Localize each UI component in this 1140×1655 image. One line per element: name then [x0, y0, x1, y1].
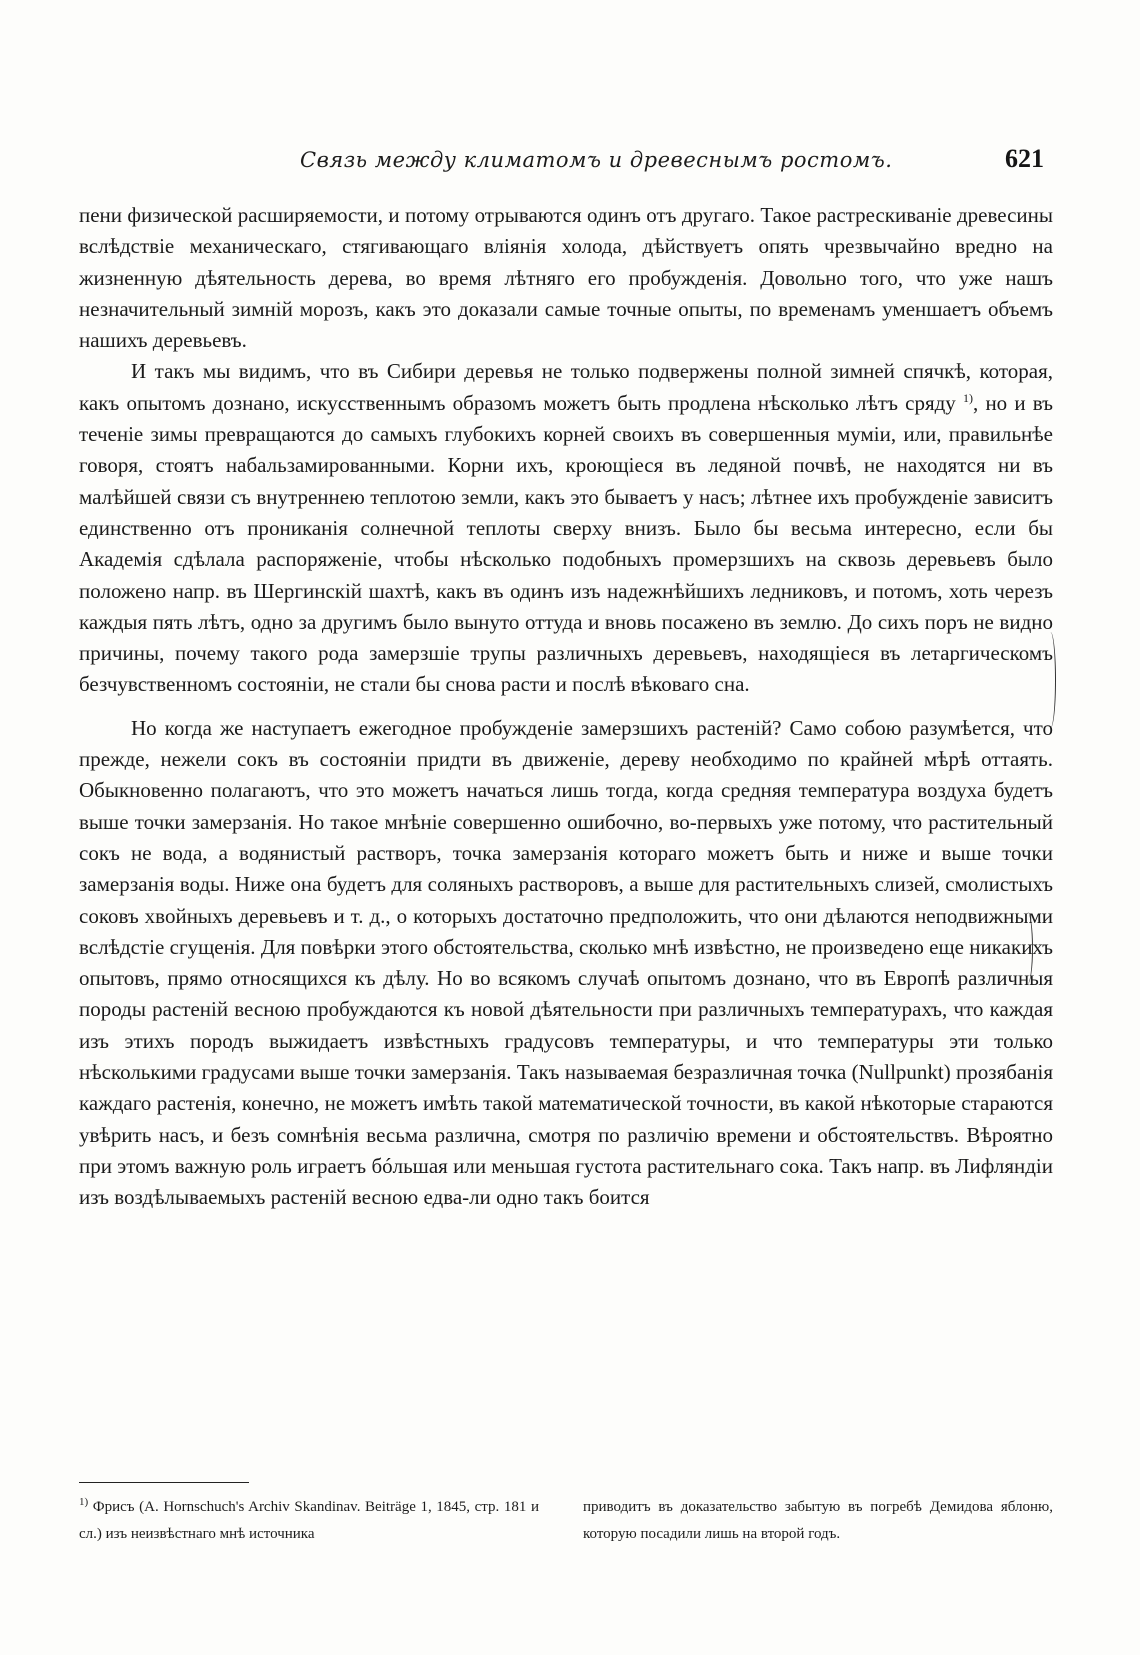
page-number: 621	[1005, 144, 1044, 173]
paragraph-2-part-b: но и въ теченіе зимы превращаются до самыхъ глубокихъ корней своихъ въ совершенныя муміи, или, правильнѣе говоря, стоятъ набальзамированными. Корни ихъ, кроющіеся въ ледяной почвѣ, не находятся ни въ малѣйшей связи съ внутреннею теплотою земли, какъ это бываетъ у насъ; лѣтнее ихъ пробужденіе зависитъ единственно отъ прониканія солнечной теплоты сверху внизъ. Было бы весьма интересно, если бы Академія сдѣлала распоряженіе, чтобы нѣсколько подобныхъ промерзшихъ на сквозь деревьевъ было положено напр. въ Шергинскій шахтѣ, какъ въ одинъ изъ надежнѣйшихъ ледниковъ, и потомъ, хоть черезъ каждыя пять лѣтъ, одно за другимъ было вынуто оттуда и вновь посажено въ землю. До сихъ поръ не видно причины, почему такого рода замерзшіе трупы различныхъ деревьевъ, находящіеся въ летаргическомъ безчувственномъ состояніи, не стали бы снова расти и послѣ вѣковаго сна.	[79, 390, 1054, 697]
body-text	[79, 200, 1053, 1214]
footnote-left-column	[79, 1494, 539, 1548]
footnote-divider	[79, 1482, 249, 1483]
footnotes	[79, 1494, 1053, 1548]
margin-mark	[1022, 912, 1033, 984]
footnote-right-column: приводитъ въ доказательство забытую въ погребѣ Демидова яблоню, которую посадили лишь на второй годъ.	[583, 1499, 1053, 1542]
paragraph-1: пени физической расширяемости, и потому отрываются одинъ отъ другаго. Такое растрескиваніе древесины вслѣдствіе механическаго, стягивающаго вліянія холода, дѣйствуетъ опять чрезвычайно вредно на жизненную дѣятельность дерева, во время лѣтняго его пробужденія. Довольно того, что уже нашъ незначительный зимній морозъ, какъ это доказали самые точные опыты, по временамъ уменшаетъ объемъ нашихъ деревьевъ.	[79, 203, 1053, 353]
footnote-marker: 1)	[79, 1496, 89, 1508]
footnote-left-text: Фрисъ (A. Hornschuch's Archiv Skandinav. Beiträge 1, 1845, стр. 181 и сл.) изъ неизвѣстнаго мнѣ источника	[79, 1499, 539, 1542]
paragraph-3: Но когда же наступаетъ ежегодное пробужденіе замерзшихъ растеній? Само собою разумѣется, что прежде, нежели сокъ въ состояніи придти въ движеніе, дереву необходимо по крайней мѣрѣ оттаять. Обыкновенно полагаютъ, что это можетъ начаться лишь тогда, когда средняя температура воздуха будетъ выше точки замерзанія. Но такое мнѣніе совершенно ошибочно, во-первыхъ уже потому, что растительный сокъ не вода, а водянистый растворъ, точка замерзанія котораго можетъ быть и ниже и выше точки замерзанія воды. Ниже она будетъ для соляныхъ растворовъ, а выше для растительныхъ слизей, смолистыхъ соковъ хвойныхъ деревьевъ и т. д., о которыхъ достаточно предположить, что они дѣлаются неподвижными вслѣдстіе сгущенія. Для повѣрки этого обстоятельства, сколько мнѣ извѣстно, не произведено еще никакихъ опытовъ, прямо относящихся къ дѣлу. Но во всякомъ случаѣ опытомъ дознано, что въ Европѣ различныя породы растеній весною пробуждаются къ новой дѣятельности при различныхъ температурахъ, что каждая изъ этихъ породъ выжидаетъ извѣстныхъ градусовъ температуры, и что температуры эти только нѣсколькими градусами выше точки замерзанія. Такъ называемая безразличная точка (Nullpunkt) прозябанія каждаго растенія, конечно, не можетъ имѣть такой математической точности, въ какой нѣкоторые стараются увѣрить насъ, и безъ сомнѣнія весьма различна, смотря по различію времени и обстоятельствъ. Вѣроятно при этомъ важную роль играетъ бóльшая или меньшая густота растительнаго сока. Такъ напр. въ Лифляндіи изъ воздѣлываемыхъ растеній весною едва-ли одно такъ боится	[79, 715, 1053, 1210]
paragraph-2-part-a: И такъ мы видимъ, что въ Сибири деревья не только подвержены полной зимней спячкѣ, которая, какъ опытомъ дознано, искусственнымъ образомъ можетъ быть продлена нѣсколько лѣтъ сряду	[79, 359, 1053, 415]
footnote-reference[interactable]: 1)	[963, 390, 973, 405]
running-title: Связь между климатомъ и древеснымъ ростомъ.	[300, 148, 893, 172]
paragraph-2: И такъ мы видимъ, что въ Сибири деревья не только подвержены полной зимней спячкѣ, которая, какъ опытомъ дознано, искусственнымъ образомъ можетъ быть продлена нѣсколько лѣтъ сряду $^{1)}$, но и въ теченіе зимы превращаются до самыхъ глубокихъ корней своихъ въ совершенныя муміи, или, правильнѣе говоря, стоятъ набальзамированными. Корни ихъ, кроющіеся въ ледяной почвѣ, не находятся ни въ малѣйшей связи съ внутреннею теплотою земли, какъ это бываетъ у насъ; лѣтнее ихъ пробужденіе зависитъ единственно отъ прониканія солнечной теплоты сверху внизъ. Было бы весьма интересно, если бы Академія сдѣлала распоряженіе, чтобы нѣсколько подобныхъ промерзшихъ на сквозь деревьевъ было положено напр. въ Шергинскій шахтѣ, какъ въ одинъ изъ надежнѣйшихъ ледниковъ, и потомъ, хоть черезъ каждыя пять лѣтъ, одно за другимъ было вынуто оттуда и вновь посажено въ землю. До сихъ поръ не видно причины, почему такого рода замерзшіе трупы различныхъ деревьевъ, находящіеся въ летаргическомъ безчувственномъ состояніи, не стали бы снова расти и послѣ вѣковаго сна.	[79, 359, 1054, 697]
margin-mark	[1045, 632, 1056, 728]
